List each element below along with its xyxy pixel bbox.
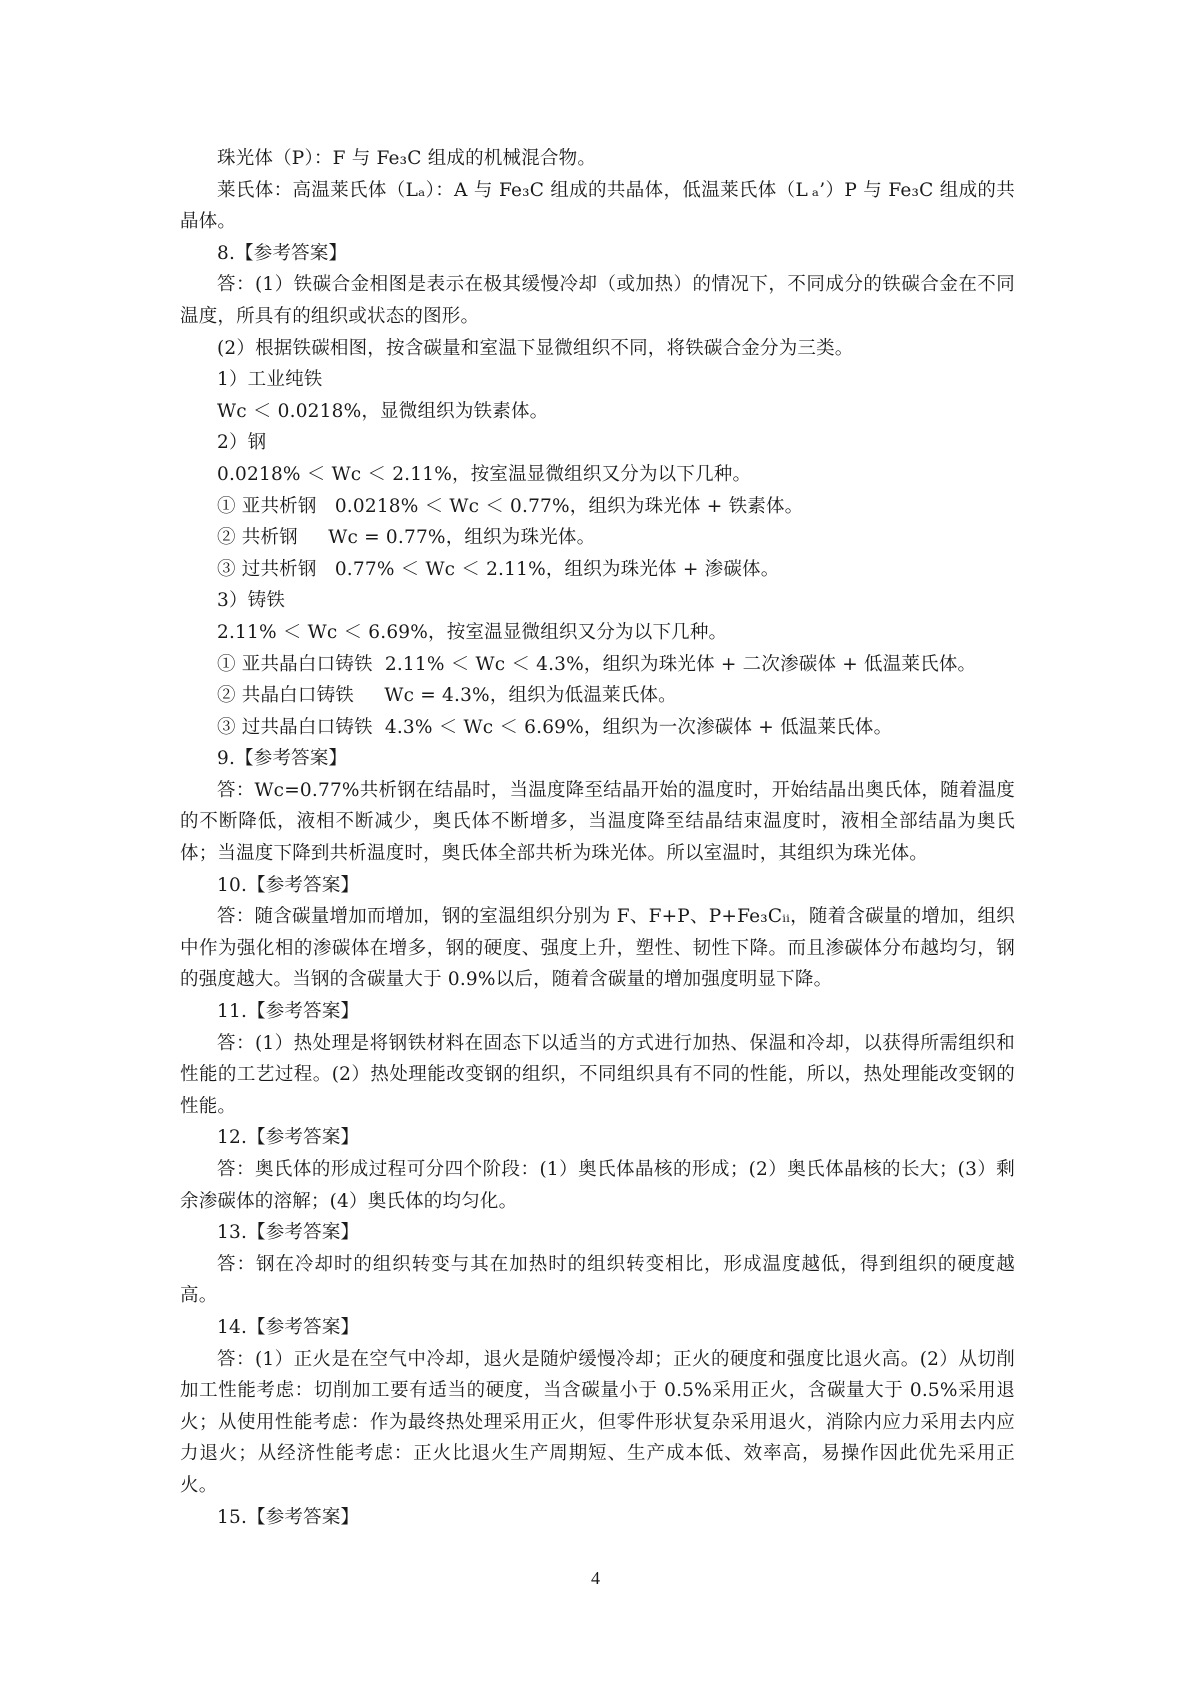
paragraph-answer-8-part1: 答：(1）铁碳合金相图是表示在极其缓慢冷却（或加热）的情况下，不同成分的铁碳合金在不同温度，所具有的组织或状态的图形。 <box>180 274 1015 327</box>
list-item-steel-range: 0.0218% ＜ Wc ＜ 2.11%，按室温显微组织又分为以下几种。 <box>217 463 752 485</box>
heading-answer-15: 15.【参考答案】 <box>217 1506 360 1528</box>
paragraph-ledeburite-definition: 莱氏体：高温莱氏体（Lₐ）：A 与 Fe₃C 组成的共晶体，低温莱氏体（L ₐ’）P 与 Fe₃C 组成的共晶体。 <box>180 179 1015 233</box>
heading-answer-13: 13.【参考答案】 <box>217 1222 360 1244</box>
list-heading-pure-iron: 1）工业纯铁 <box>217 369 323 391</box>
paragraph-answer-10: 答：随含碳量增加而增加，钢的室温组织分别为 F、F+P、P+Fe₃Cᵢᵢ，随着含碳量的增加，组织中作为强化相的渗碳体在增多，钢的硬度、强度上升，塑性、韧性下降。而且渗碳体分布越均匀，钢的强度越大。当钢的含碳量大于 0.9%以后，随着含碳量的增加强度明显下降。 <box>180 906 1015 991</box>
page-body <box>180 143 1015 1533</box>
list-item-eutectoid: ② 共析钢 Wc = 0.77%，组织为珠光体。 <box>217 527 596 549</box>
list-item-pure-iron: Wc ＜ 0.0218%，显微组织为铁素体。 <box>217 400 549 422</box>
heading-answer-9: 9.【参考答案】 <box>217 748 348 770</box>
list-heading-steel: 2）钢 <box>217 432 267 454</box>
list-heading-cast-iron: 3）铸铁 <box>217 590 286 612</box>
page-number: 4 <box>591 1568 600 1588</box>
paragraph-answer-8-part2: (2）根据铁碳相图，按含碳量和室温下显微组织不同，将铁碳合金分为三类。 <box>217 337 854 359</box>
list-item-hypereutectic: ③ 过共晶白口铸铁 4.3% ＜ Wc ＜ 6.69%，组织为一次渗碳体 + 低温莱氏体。 <box>217 716 893 738</box>
heading-answer-14: 14.【参考答案】 <box>217 1316 360 1338</box>
list-item-eutectic: ② 共晶白口铸铁 Wc = 4.3%，组织为低温莱氏体。 <box>217 685 677 707</box>
list-item-cast-iron-range: 2.11% ＜ Wc ＜ 6.69%，按室温显微组织又分为以下几种。 <box>217 621 728 643</box>
heading-answer-11: 11.【参考答案】 <box>217 1001 360 1023</box>
paragraph-answer-11: 答：(1）热处理是将钢铁材料在固态下以适当的方式进行加热、保温和冷却，以获得所需组织和性能的工艺过程。(2）热处理能改变钢的组织，不同组织具有不同的性能，所以，热处理能改变钢的性能。 <box>180 1032 1015 1117</box>
paragraph-answer-13: 答：钢在冷却时的组织转变与其在加热时的组织转变相比，形成温度越低，得到组织的硬度越高。 <box>180 1253 1015 1307</box>
paragraph-answer-14: 答：(1）正火是在空气中冷却，退火是随炉缓慢冷却；正火的硬度和强度比退火高。(2）从切削加工性能考虑：切削加工要有适当的硬度，当含碳量小于 0.5%采用正火，含碳量大于 0.5%采用退火；从使用性能考虑：作为最终热处理采用正火，但零件形状复杂采用退火，消除内应力采用去内应力退火；从经济性能考虑：正火比退火生产周期短、生产成本低、效率高，易操作因此优先采用正火。 <box>180 1348 1015 1496</box>
heading-answer-12: 12.【参考答案】 <box>217 1127 360 1149</box>
paragraph-answer-9: 答：Wc=0.77%共析钢在结晶时，当温度降至结晶开始的温度时，开始结晶出奥氏体，随着温度的不断降低，液相不断减少，奥氏体不断增多，当温度降至结晶结束温度时，液相全部结晶为奥氏体；当温度下降到共析温度时，奥氏体全部共析为珠光体。所以室温时，其组织为珠光体。 <box>180 779 1015 865</box>
heading-answer-8: 8.【参考答案】 <box>217 242 348 264</box>
list-item-hypereutectoid: ③ 过共析钢 0.77% ＜ Wc ＜ 2.11%，组织为珠光体 + 渗碳体。 <box>217 558 780 580</box>
list-item-hypoeutectic: ① 亚共晶白口铸铁 2.11% ＜ Wc ＜ 4.3%，组织为珠光体 + 二次渗碳体 + 低温莱氏体。 <box>217 653 977 675</box>
paragraph-pearlite-definition: 珠光体（P）：F 与 Fe₃C 组成的机械混合物。 <box>217 148 597 169</box>
list-item-hypoeutectoid: ① 亚共析钢 0.0218% ＜ Wc ＜ 0.77%，组织为珠光体 + 铁素体。 <box>217 495 804 517</box>
paragraph-answer-12: 答：奥氏体的形成过程可分四个阶段：(1）奥氏体晶核的形成；(2）奥氏体晶核的长大；(3）剩余渗碳体的溶解；(4）奥氏体的均匀化。 <box>180 1159 1015 1212</box>
heading-answer-10: 10.【参考答案】 <box>217 874 360 896</box>
